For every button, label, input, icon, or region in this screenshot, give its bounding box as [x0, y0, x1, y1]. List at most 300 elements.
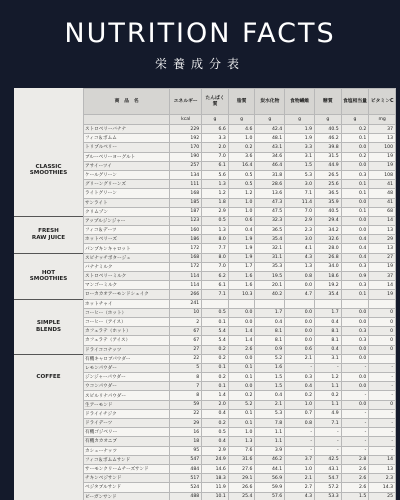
product-name-cell: バナナミルク	[84, 262, 170, 271]
value-cell: 2	[170, 317, 202, 326]
value-cell: 7.1	[285, 189, 315, 198]
value-cell: 1.4	[202, 391, 229, 400]
table-row	[84, 317, 396, 326]
product-name-cell: ホットベリーズ	[84, 235, 170, 244]
value-cell: 40.5	[315, 125, 342, 134]
product-name-cell: 有機キャロブパウダー	[84, 354, 170, 363]
value-cell: 36.5	[315, 189, 342, 198]
value-cell: 0.3	[341, 262, 369, 271]
value-cell: 14	[369, 281, 396, 290]
product-name-cell: ジンジャーパウダー	[84, 373, 170, 382]
value-cell: 170	[170, 143, 202, 152]
value-cell: 7.8	[255, 419, 285, 428]
value-cell: 0.2	[341, 152, 369, 161]
value-cell: 19	[369, 152, 396, 161]
table-row	[84, 226, 396, 235]
value-cell: 8.1	[255, 336, 285, 345]
value-cell: 10.1	[202, 492, 229, 500]
category-label: COFFEE	[36, 373, 61, 380]
value-cell: 2.3	[285, 226, 315, 235]
value-cell: 0.4	[315, 317, 342, 326]
value-cell: 25.6	[315, 180, 342, 189]
table-row	[84, 446, 396, 455]
value-cell: 0.6	[228, 216, 255, 225]
value-cell: 2.8	[341, 455, 369, 464]
product-name-cell: フィコ＆ボムム	[84, 134, 170, 143]
value-cell: 59.9	[255, 483, 285, 492]
value-cell	[228, 299, 255, 308]
value-cell: 0.5	[228, 180, 255, 189]
value-cell: 18.3	[202, 474, 229, 483]
value-cell: -	[341, 363, 369, 372]
product-name-cell: ブルーベリーヨーグルト	[84, 152, 170, 161]
value-cell: 6.2	[202, 272, 229, 281]
value-cell: -	[315, 437, 342, 446]
value-cell: 229	[170, 125, 202, 134]
value-cell: 134	[170, 170, 202, 179]
unit-cell: g	[255, 115, 285, 125]
value-cell: 34.6	[255, 152, 285, 161]
unit-cell	[84, 115, 170, 125]
value-cell: 53.3	[315, 492, 342, 500]
table-row	[84, 474, 396, 483]
value-cell: 1.7	[315, 308, 342, 317]
value-cell: 7.1	[315, 419, 342, 428]
value-cell: -	[369, 382, 396, 391]
table-row	[84, 327, 396, 336]
value-cell: 18	[170, 437, 202, 446]
value-cell: -	[285, 428, 315, 437]
table-row	[84, 134, 396, 143]
table-row	[84, 125, 396, 134]
value-cell: -	[315, 446, 342, 455]
nutrition-table	[83, 88, 396, 500]
value-cell: 266	[170, 290, 202, 299]
value-cell: 0.2	[202, 345, 229, 354]
table-row	[84, 189, 396, 198]
category-divider	[14, 299, 83, 300]
table-row	[84, 437, 396, 446]
value-cell: 41	[369, 180, 396, 189]
value-cell	[369, 354, 396, 363]
value-cell: 18.6	[315, 272, 342, 281]
product-name-cell: フィコ＆デーツ	[84, 226, 170, 235]
value-cell: 31.8	[255, 170, 285, 179]
value-cell	[369, 299, 396, 308]
value-cell: 0.1	[228, 409, 255, 418]
value-cell: 8.1	[315, 336, 342, 345]
value-cell: 2.6	[341, 464, 369, 473]
value-cell: 0.1	[202, 382, 229, 391]
value-cell: 1.6	[255, 363, 285, 372]
table-row	[84, 409, 396, 418]
product-name-cell: カシューナッツ	[84, 446, 170, 455]
value-cell: 0.0	[285, 308, 315, 317]
value-cell: 1.2	[315, 373, 342, 382]
value-cell: 14.3	[369, 483, 396, 492]
table-row	[84, 235, 396, 244]
value-cell: 34.0	[315, 262, 342, 271]
value-cell: -	[341, 409, 369, 418]
value-cell: 46.2	[255, 455, 285, 464]
value-cell: 5.3	[255, 409, 285, 418]
value-cell: 5.2	[255, 354, 285, 363]
value-cell: 3.1	[285, 152, 315, 161]
value-cell: 32.6	[315, 235, 342, 244]
value-cell: 0.4	[202, 409, 229, 418]
value-cell: 34.2	[315, 226, 342, 235]
value-cell: 5	[170, 363, 202, 372]
value-cell: 36.5	[255, 226, 285, 235]
value-cell: 0.9	[255, 345, 285, 354]
column-header: 炭水化物	[255, 89, 285, 115]
value-cell: 31.6	[228, 455, 255, 464]
value-cell: 1.5	[341, 492, 369, 500]
value-cell: 1.1	[315, 382, 342, 391]
value-cell: 39.8	[315, 143, 342, 152]
value-cell: 1.6	[228, 272, 255, 281]
value-cell: 29	[369, 235, 396, 244]
value-cell: 0.2	[228, 391, 255, 400]
value-cell: 186	[170, 235, 202, 244]
value-cell: 22	[170, 354, 202, 363]
product-name-cell: レモンパウダー	[84, 363, 170, 372]
value-cell: 168	[170, 253, 202, 262]
value-cell: 0.3	[341, 327, 369, 336]
value-cell: 16.4	[228, 161, 255, 170]
value-cell: 0.2	[315, 391, 342, 400]
product-name-cell: ライトグリーン	[84, 189, 170, 198]
value-cell: 35.4	[255, 235, 285, 244]
value-cell: 22	[170, 409, 202, 418]
value-cell: 0.0	[228, 354, 255, 363]
value-cell: 0.1	[228, 363, 255, 372]
category-label: HOT SMOOTHIES	[29, 269, 68, 283]
page-subtitle: 栄養成分表	[154, 57, 245, 71]
category-label: FRESH RAW JUICE	[31, 228, 66, 241]
value-cell: 0.4	[341, 253, 369, 262]
value-cell: 1.3	[202, 180, 229, 189]
value-cell: 5.4	[202, 327, 229, 336]
value-cell: 1.0	[228, 428, 255, 437]
nutrition-sheet	[14, 88, 396, 500]
value-cell: 8.0	[202, 235, 229, 244]
value-cell: 29.1	[228, 474, 255, 483]
value-cell: 1.5	[255, 373, 285, 382]
value-cell: -	[369, 363, 396, 372]
value-cell: -	[285, 363, 315, 372]
value-cell: 0.2	[228, 143, 255, 152]
value-cell: 1.6	[228, 281, 255, 290]
value-cell: 37	[369, 125, 396, 134]
value-cell: -	[369, 409, 396, 418]
value-cell: 1.9	[285, 134, 315, 143]
value-cell: 0.7	[285, 409, 315, 418]
value-cell: 7.1	[202, 290, 229, 299]
value-cell: 26.5	[315, 170, 342, 179]
product-name-cell: ドライココナッツ	[84, 345, 170, 354]
value-cell: 0	[369, 317, 396, 326]
value-cell: -	[341, 428, 369, 437]
value-cell: 2.9	[285, 216, 315, 225]
value-cell: -	[341, 437, 369, 446]
value-cell: 4.9	[315, 409, 342, 418]
value-cell: 67	[170, 327, 202, 336]
value-cell: 1.7	[228, 262, 255, 271]
value-cell: 0.0	[341, 216, 369, 225]
value-cell: 40.5	[315, 207, 342, 216]
value-cell: 19.2	[315, 281, 342, 290]
value-cell: 0	[369, 327, 396, 336]
table-row	[84, 299, 396, 308]
value-cell: 14.6	[202, 464, 229, 473]
value-cell: 0.4	[202, 437, 229, 446]
value-cell: 0.8	[285, 419, 315, 428]
category-divider	[14, 216, 83, 217]
value-cell: 5.2	[228, 400, 255, 409]
table-row	[84, 207, 396, 216]
product-name-cell: サンライト	[84, 198, 170, 207]
value-cell: 3.3	[202, 134, 229, 143]
unit-cell: g	[228, 115, 255, 125]
table-row	[84, 363, 396, 372]
value-cell: 108	[369, 170, 396, 179]
value-cell: 2.0	[202, 400, 229, 409]
value-cell: 7	[170, 382, 202, 391]
value-cell: 185	[170, 198, 202, 207]
value-cell: 0.2	[341, 125, 369, 134]
value-cell: 0.1	[228, 419, 255, 428]
value-cell: 2.1	[285, 474, 315, 483]
product-name-cell: アサイーツイ	[84, 161, 170, 170]
value-cell: 0.3	[341, 170, 369, 179]
value-cell: 4.3	[285, 492, 315, 500]
table-row	[84, 336, 396, 345]
value-cell: 547	[170, 455, 202, 464]
value-cell: -	[369, 437, 396, 446]
value-cell: 32.3	[255, 216, 285, 225]
value-cell: 1.4	[228, 336, 255, 345]
value-cell: 2.1	[255, 400, 285, 409]
category-divider	[14, 354, 83, 355]
value-cell: -	[369, 373, 396, 382]
value-cell: 28.0	[315, 244, 342, 253]
product-name-cell: ドライイチジク	[84, 409, 170, 418]
value-cell: 26.8	[315, 253, 342, 262]
value-cell: 0.1	[341, 189, 369, 198]
value-cell: 0.9	[341, 272, 369, 281]
value-cell: 26.6	[228, 483, 255, 492]
value-cell: 35.9	[315, 198, 342, 207]
value-cell: 0.2	[285, 391, 315, 400]
value-cell: 0.1	[341, 134, 369, 143]
value-cell: 0.0	[341, 400, 369, 409]
value-cell: 27	[369, 253, 396, 262]
value-cell: 25	[369, 492, 396, 500]
table-row	[84, 373, 396, 382]
value-cell: 8.0	[202, 253, 229, 262]
value-cell: 19	[369, 262, 396, 271]
value-cell: 1.0	[228, 198, 255, 207]
value-cell: 524	[170, 483, 202, 492]
value-cell: 95	[170, 446, 202, 455]
value-cell: 0.1	[202, 363, 229, 372]
value-cell: 1.0	[285, 400, 315, 409]
table-row	[84, 345, 396, 354]
unit-cell: g	[285, 115, 315, 125]
value-cell: 11.4	[285, 198, 315, 207]
table-row	[84, 492, 396, 500]
value-cell: 0.4	[228, 226, 255, 235]
value-cell: 7.7	[202, 244, 229, 253]
value-cell: 0.1	[228, 373, 255, 382]
value-cell: 44.1	[255, 464, 285, 473]
value-cell: 10	[170, 308, 202, 317]
value-cell: 6.1	[202, 281, 229, 290]
value-cell: 20.1	[255, 281, 285, 290]
unit-cell: g	[202, 115, 229, 125]
category-gutter	[14, 88, 83, 500]
value-cell: 3.0	[285, 180, 315, 189]
product-name-cell: ウコンパウダー	[84, 382, 170, 391]
value-cell: 40.2	[255, 290, 285, 299]
value-cell: 0	[369, 308, 396, 317]
unit-cell: g	[315, 115, 342, 125]
value-cell: 1.1	[315, 400, 342, 409]
value-cell: 32.1	[255, 244, 285, 253]
value-cell: 13	[369, 464, 396, 473]
value-cell: 19	[369, 161, 396, 170]
value-cell: 114	[170, 272, 202, 281]
value-cell: 172	[170, 244, 202, 253]
header-row	[84, 89, 396, 115]
value-cell: 13	[369, 244, 396, 253]
value-cell: 100	[369, 143, 396, 152]
value-cell: 6.6	[202, 125, 229, 134]
value-cell: 1.9	[228, 253, 255, 262]
product-name-cell: トリプルベリー	[84, 143, 170, 152]
value-cell: 1.1	[255, 428, 285, 437]
value-cell: 37	[369, 272, 396, 281]
value-cell: 1.4	[228, 327, 255, 336]
value-cell: 0.3	[341, 336, 369, 345]
product-name-cell: 生アーモンド	[84, 400, 170, 409]
value-cell: 0.5	[228, 170, 255, 179]
column-header: 糖質	[315, 89, 342, 115]
value-cell: 4.6	[228, 125, 255, 134]
value-cell: 47.5	[255, 207, 285, 216]
column-header: ビタミンC	[369, 89, 396, 115]
value-cell: 10.3	[228, 290, 255, 299]
product-name-cell: カフェラテ（アイス）	[84, 336, 170, 345]
value-cell: 192	[170, 134, 202, 143]
value-cell: 0.0	[341, 317, 369, 326]
table-row	[84, 180, 396, 189]
value-cell: 0.5	[202, 428, 229, 437]
value-cell: 27.6	[228, 464, 255, 473]
value-cell: 0.1	[341, 180, 369, 189]
product-name-cell: カフェラテ（ホット）	[84, 327, 170, 336]
value-cell: 3.1	[315, 354, 342, 363]
table-row	[84, 272, 396, 281]
product-name-cell: ドライデーツ	[84, 419, 170, 428]
value-cell: 44.9	[315, 161, 342, 170]
value-cell: 1.0	[285, 464, 315, 473]
value-cell: 31.5	[315, 152, 342, 161]
value-cell: 160	[170, 226, 202, 235]
value-cell: 0.0	[285, 336, 315, 345]
value-cell: 0.4	[341, 244, 369, 253]
value-cell: 7.0	[202, 152, 229, 161]
value-cell: 3.3	[285, 143, 315, 152]
value-cell: 6.1	[202, 161, 229, 170]
value-cell: 0.4	[285, 382, 315, 391]
table-row	[84, 419, 396, 428]
value-cell: 48.1	[255, 134, 285, 143]
value-cell: 0.0	[285, 327, 315, 336]
value-cell: 1.5	[285, 161, 315, 170]
value-cell: 48	[369, 189, 396, 198]
product-name-cell: サーモンクリームチーズサンド	[84, 464, 170, 473]
value-cell	[285, 299, 315, 308]
value-cell: -	[315, 428, 342, 437]
value-cell: 0.3	[285, 373, 315, 382]
value-cell: 8.1	[315, 327, 342, 336]
unit-cell: g	[341, 115, 369, 125]
table-row	[84, 198, 396, 207]
value-cell: 0.0	[228, 308, 255, 317]
value-cell: 123	[170, 216, 202, 225]
value-cell: 0.5	[202, 308, 229, 317]
value-cell: 5.6	[202, 170, 229, 179]
value-cell: 3.0	[285, 235, 315, 244]
value-cell: 1.2	[202, 189, 229, 198]
value-cell: 59	[170, 400, 202, 409]
table-row	[84, 244, 396, 253]
value-cell: 35.3	[255, 262, 285, 271]
value-cell: 27	[170, 345, 202, 354]
value-cell: 0.4	[315, 345, 342, 354]
value-cell: 14	[369, 455, 396, 464]
value-cell: 42.5	[315, 455, 342, 464]
value-cell: 484	[170, 464, 202, 473]
value-cell: 111	[170, 180, 202, 189]
value-cell: 2.6	[341, 483, 369, 492]
value-cell: 257	[170, 161, 202, 170]
value-cell: 7.0	[285, 207, 315, 216]
value-cell: 11.9	[202, 483, 229, 492]
column-header: 脂質	[228, 89, 255, 115]
table-row	[84, 253, 396, 262]
product-name-cell: スピルリナパウダー	[84, 391, 170, 400]
value-cell: 19	[369, 290, 396, 299]
column-header: 食塩相当量	[341, 89, 369, 115]
value-cell: 0	[369, 400, 396, 409]
product-name-cell: グリーングリーンズ	[84, 180, 170, 189]
product-name-cell: アップルジンジャー	[84, 216, 170, 225]
product-name-cell: ベジタブルサンド	[84, 483, 170, 492]
value-cell: 1.0	[228, 134, 255, 143]
value-cell: 0.0	[285, 281, 315, 290]
value-cell: -	[285, 437, 315, 446]
product-name-cell: コーヒー（ホット）	[84, 308, 170, 317]
value-cell: -	[369, 391, 396, 400]
column-header: エネルギー	[170, 89, 202, 115]
value-cell: 7.0	[202, 262, 229, 271]
value-cell	[315, 299, 342, 308]
value-cell: 0.0	[341, 373, 369, 382]
value-cell: 1.7	[255, 308, 285, 317]
